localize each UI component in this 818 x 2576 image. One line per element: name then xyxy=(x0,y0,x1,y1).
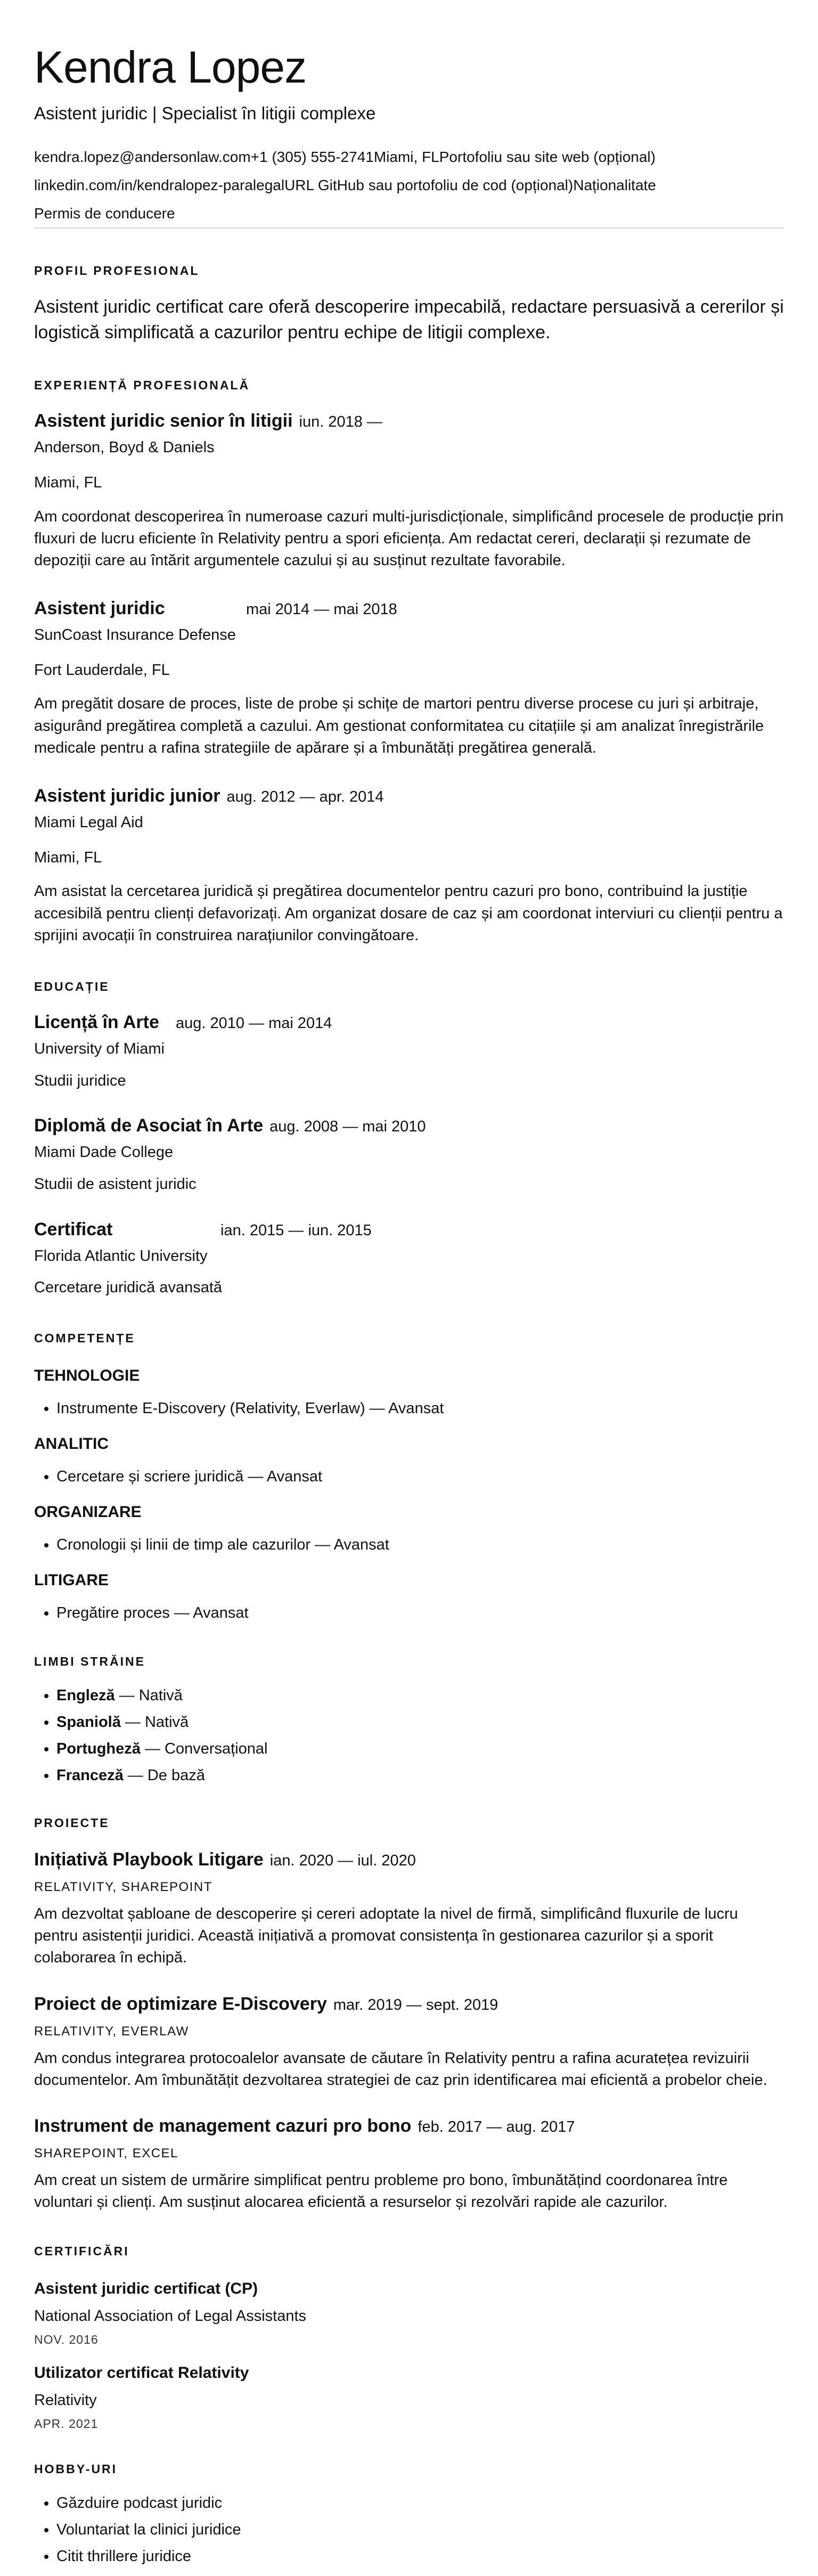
github-text: URL GitHub sau portofoliu de cod (opțional) xyxy=(284,177,574,194)
email-link[interactable]: kendra.lopez@andersonlaw.com xyxy=(34,149,251,166)
driver-license-text: Permis de conducere xyxy=(34,205,175,222)
experience-section xyxy=(34,378,784,947)
project-entry xyxy=(34,2116,784,2213)
linkedin-link[interactable]: linkedin.com/in/kendralopez-paralegal xyxy=(34,177,285,194)
language-item xyxy=(56,1711,784,1733)
degree-title: Diplomă de Asociat în Arte xyxy=(34,1115,264,1136)
project-entry xyxy=(34,1994,784,2091)
section-title-experience: EXPERIENȚĂ PROFESIONALĂ xyxy=(34,378,250,393)
experience-entry-header xyxy=(34,786,784,806)
section-title-skills: COMPETENȚE xyxy=(34,1331,135,1345)
skill-item: • Pregătire proces — Avansat xyxy=(56,1602,784,1624)
skill-list xyxy=(34,1534,784,1555)
section-title-languages: LIMBI STRĂINE xyxy=(34,1654,145,1669)
job-description: Am asistat la cercetarea juridică și pregătirea documentelor pentru cazuri pro bono, contribuind la justiție accesibilă pentru clienți defavorizați. Am organizat dosare de caz și am coordonat interviuri cu clienții pentru a sprijini avocații în construirea narațiunilor convingătoare. xyxy=(34,883,783,944)
candidate-headline: Asistent juridic | Specialist în litigii complexe xyxy=(34,103,376,124)
experience-entry-header xyxy=(34,411,784,431)
resume-header xyxy=(34,44,784,229)
education-entry xyxy=(34,1115,784,1194)
certification-date: NOV. 2016 xyxy=(34,2333,99,2347)
company-name: SunCoast Insurance Defense xyxy=(34,626,236,644)
hobby-list xyxy=(34,2492,784,2567)
job-location: Fort Lauderdale, FL xyxy=(34,661,170,679)
portfolio-text: Portofoliu sau site web (opțional) xyxy=(439,149,656,166)
job-dates: aug. 2012 — apr. 2014 xyxy=(226,788,384,805)
certification-name: Asistent juridic certificat (CP) xyxy=(34,2280,258,2298)
language-item xyxy=(56,1685,784,1706)
header-divider xyxy=(34,227,784,229)
language-name: Engleză xyxy=(56,1687,115,1705)
certification-name: Utilizator certificat Relativity xyxy=(34,2364,249,2382)
project-title: Instrument de management cazuri pro bono xyxy=(34,2115,412,2136)
project-description: Am creat un sistem de urmărire simplificat pentru probleme pro bono, îmbunătățind coordonarea între voluntari și clienți. Am susținut alocarea eficientă a resurselor și rezolvări rapide ale cazurilor. xyxy=(34,2171,728,2211)
hobby-item: • Citit thrillere juridice xyxy=(56,2546,784,2567)
certification-entry xyxy=(34,2280,784,2347)
skill-group xyxy=(34,1571,784,1624)
skill-category: TEHNOLOGIE xyxy=(34,1366,140,1384)
language-level: — Conversațional xyxy=(140,1740,268,1758)
job-title: Asistent juridic junior xyxy=(34,785,220,806)
field-of-study: Cercetare juridică avansată xyxy=(34,1279,223,1297)
project-technologies: SHAREPOINT, EXCEL xyxy=(34,2146,178,2161)
hobby-item: • Voluntariat la clinici juridice xyxy=(56,2519,784,2540)
contact-line-3 xyxy=(34,203,784,224)
project-entry-header xyxy=(34,1994,784,2015)
skill-list xyxy=(34,1466,784,1487)
experience-entry-header xyxy=(34,598,784,619)
skill-group xyxy=(34,1367,784,1419)
section-title-profile: PROFIL PROFESIONAL xyxy=(34,263,200,278)
degree-title: Licență în Arte xyxy=(34,1012,159,1032)
hobbies-section xyxy=(34,2462,784,2567)
job-dates: iun. 2018 — xyxy=(299,413,382,431)
project-dates: feb. 2017 — aug. 2017 xyxy=(418,2118,575,2135)
profile-summary: Asistent juridic certificat care oferă descoperire impecabilă, redactare persuasivă a cererilor și logistică simplificată a cazurilor pentru echipe de litigii complexe. xyxy=(34,296,784,343)
certification-entry xyxy=(34,2364,784,2431)
experience-entry xyxy=(34,598,784,759)
contact-line-2 xyxy=(34,175,784,195)
candidate-name: Kendra Lopez xyxy=(34,42,307,92)
section-title-education: EDUCAȚIE xyxy=(34,979,110,993)
company-name: Miami Legal Aid xyxy=(34,813,143,831)
certification-issuer: National Association of Legal Assistants xyxy=(34,2308,307,2325)
job-dates: mai 2014 — mai 2018 xyxy=(246,601,397,618)
certification-date: APR. 2021 xyxy=(34,2417,99,2431)
language-list xyxy=(34,1685,784,1786)
field-of-study: Studii de asistent juridic xyxy=(34,1175,197,1193)
skill-category: ANALITIC xyxy=(34,1434,109,1453)
language-item xyxy=(56,1738,784,1759)
hobby-item: • Găzduire podcast juridic xyxy=(56,2492,784,2514)
skill-list xyxy=(34,1602,784,1624)
school-name: Miami Dade College xyxy=(34,1144,174,1161)
skill-item: • Instrumente E-Discovery (Relativity, Everlaw) — Avansat xyxy=(56,1398,784,1419)
degree-title: Certificat xyxy=(34,1219,113,1240)
education-entry-header xyxy=(34,1219,784,1240)
education-dates: ian. 2015 — iun. 2015 xyxy=(220,1221,372,1239)
language-level: — Nativă xyxy=(120,1714,189,1731)
education-dates: aug. 2008 — mai 2010 xyxy=(269,1118,426,1136)
language-item xyxy=(56,1765,784,1786)
project-title: Inițiativă Playbook Litigare xyxy=(34,1849,264,1870)
certifications-section xyxy=(34,2244,784,2431)
phone-link[interactable]: +1 (305) 555-2741 xyxy=(250,149,374,166)
project-dates: ian. 2020 — iul. 2020 xyxy=(269,1852,416,1870)
education-entry-header xyxy=(34,1115,784,1136)
school-name: Florida Atlantic University xyxy=(34,1247,208,1265)
school-name: University of Miami xyxy=(34,1040,165,1057)
job-title: Asistent juridic xyxy=(34,598,165,619)
language-name: Franceză xyxy=(56,1767,124,1784)
skill-category: LITIGARE xyxy=(34,1571,109,1589)
project-entry-header xyxy=(34,2116,784,2137)
project-technologies: RELATIVITY, SHAREPOINT xyxy=(34,1880,212,1895)
contact-line-1 xyxy=(34,146,784,167)
company-name: Anderson, Boyd & Daniels xyxy=(34,439,215,456)
language-name: Portugheză xyxy=(56,1740,141,1758)
job-description: Am coordonat descoperirea în numeroase cazuri multi-jurisdicționale, simplificând procesele de producție prin fluxuri de lucru eficiente în Relativity pentru a spori eficiența. Am redactat cereri, declarații și rezumate de depoziții care au întărit argumentele cazului și au susținut rezultate favorabile. xyxy=(34,508,784,569)
certification-issuer: Relativity xyxy=(34,2392,97,2409)
skills-section xyxy=(34,1331,784,1624)
education-dates: aug. 2010 — mai 2014 xyxy=(176,1014,332,1032)
section-title-certifications: CERTIFICĂRI xyxy=(34,2244,129,2259)
language-level: — De bază xyxy=(123,1767,205,1784)
job-title: Asistent juridic senior în litigii xyxy=(34,411,293,431)
section-title-hobbies: HOBBY-URI xyxy=(34,2462,118,2476)
language-level: — Nativă xyxy=(114,1687,183,1705)
languages-section xyxy=(34,1654,784,1786)
skill-item: • Cronologii și linii de timp ale cazurilor — Avansat xyxy=(56,1534,784,1555)
education-section xyxy=(34,980,784,1298)
experience-entry xyxy=(34,411,784,572)
skill-list xyxy=(34,1398,784,1419)
skill-category: ORGANIZARE xyxy=(34,1503,142,1521)
experience-entry xyxy=(34,786,784,947)
skill-item: • Cercetare și scriere juridică — Avansat xyxy=(56,1466,784,1487)
project-description: Am condus integrarea protocoalelor avansate de căutare în Relativity pentru a rafina acuratețea revizuirii documentelor. Am îmbunătățit dezvoltarea strategiei de caz prin identificarea mai eficientă a probelor cheie. xyxy=(34,2049,767,2089)
job-location: Miami, FL xyxy=(34,849,102,866)
language-name: Spaniolă xyxy=(56,1714,121,1731)
skill-group xyxy=(34,1435,784,1487)
section-title-projects: PROIECTE xyxy=(34,1816,110,1830)
project-title: Proiect de optimizare E-Discovery xyxy=(34,1993,327,2014)
education-entry xyxy=(34,1219,784,1298)
job-description: Am pregătit dosare de proces, liste de probe și schițe de martori pentru diverse procese cu juri și arbitraje, asigurând pregătirea completă a cazului. Am gestionat conformitatea cu citațiile și am analizat înregistrările medicale pentru a rafina strategiile de apărare și a îmbunătăți pregătirea generală. xyxy=(34,695,764,756)
education-entry-header xyxy=(34,1012,784,1033)
job-location: Miami, FL xyxy=(34,474,102,491)
skill-group xyxy=(34,1503,784,1555)
project-technologies: RELATIVITY, EVERLAW xyxy=(34,2024,189,2039)
project-description: Am dezvoltat șabloane de descoperire și cereri adoptate la nivel de firmă, simplificând fluxurile de lucru pentru asistenții juridici. Această inițiativă a promovat consistența în gestionarea cazurilor și a sporit colaborarea în echipă. xyxy=(34,1905,738,1967)
field-of-study: Studii juridice xyxy=(34,1072,126,1089)
location-text: Miami, FL xyxy=(373,149,439,166)
project-dates: mar. 2019 — sept. 2019 xyxy=(333,1996,498,2013)
projects-section xyxy=(34,1816,784,2213)
profile-section xyxy=(34,264,784,346)
project-entry xyxy=(34,1849,784,1969)
education-entry xyxy=(34,1012,784,1091)
project-entry-header xyxy=(34,1849,784,1870)
nationality-text: Naționalitate xyxy=(573,177,656,194)
